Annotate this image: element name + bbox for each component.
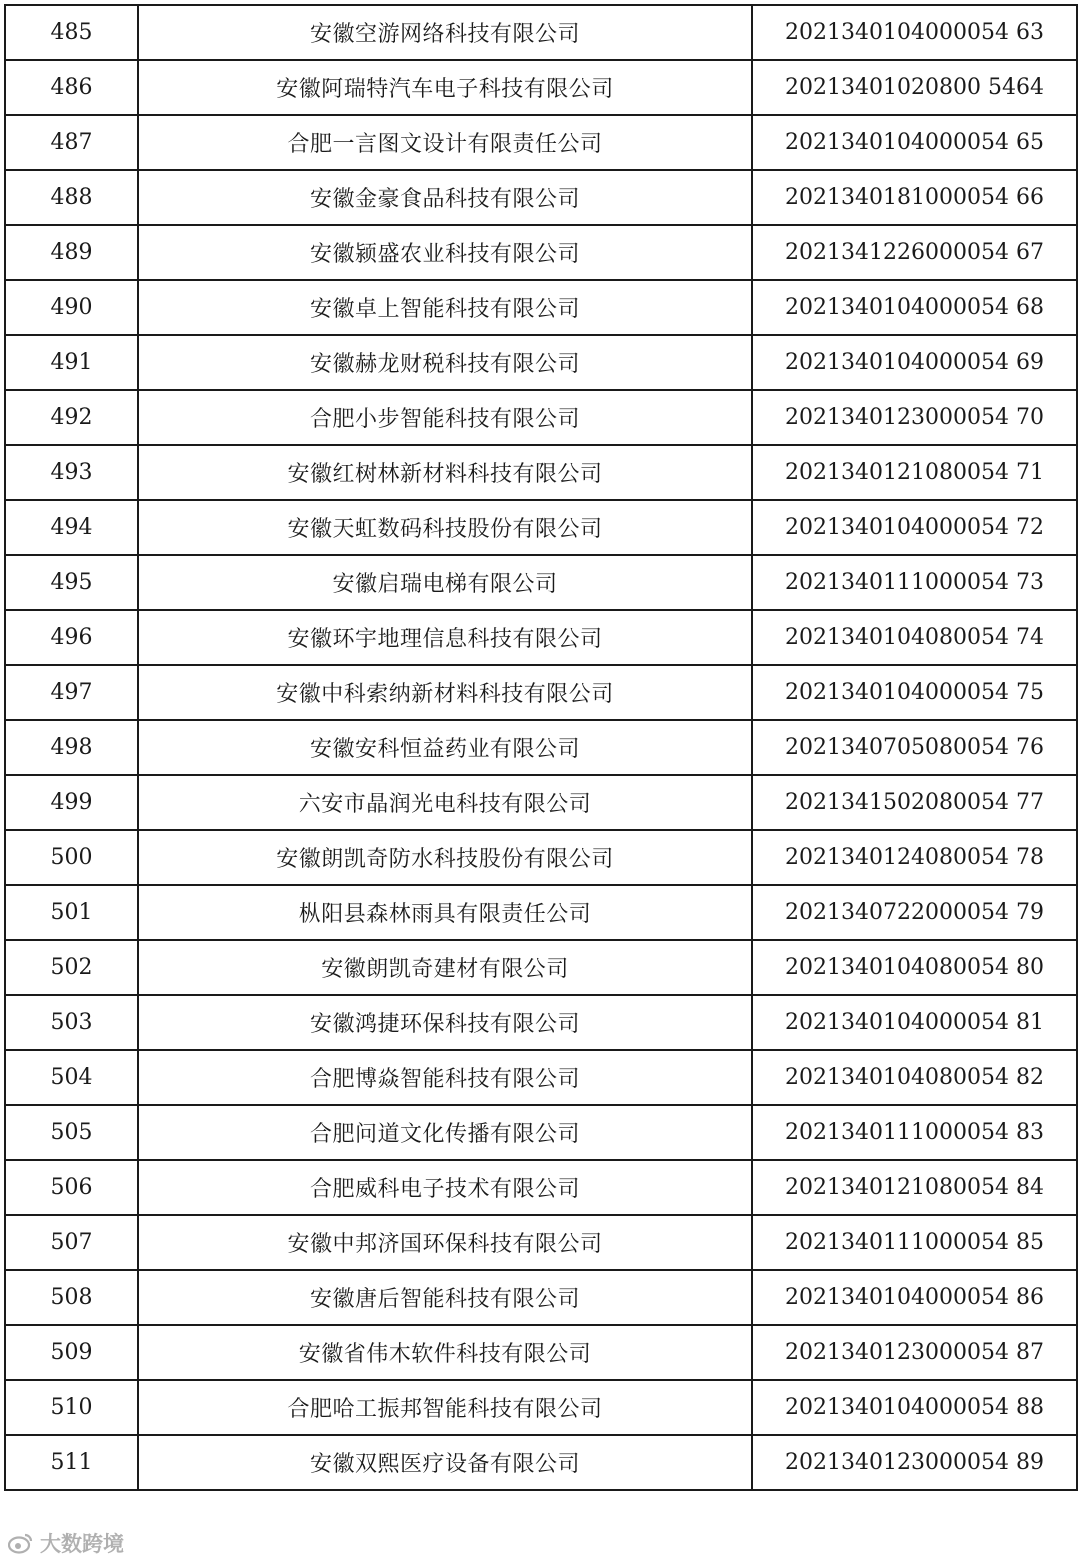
company-name-cell: 安徽红树林新材料科技有限公司 — [138, 445, 752, 500]
company-name-cell: 安徽赫龙财税科技有限公司 — [138, 335, 752, 390]
company-name-cell: 安徽朗凯奇防水科技股份有限公司 — [138, 830, 752, 885]
watermark-text: 大数跨境 — [40, 1532, 124, 1556]
row-index-cell: 505 — [5, 1105, 138, 1160]
registration-code-cell: 2021340181000054 66 — [752, 170, 1077, 225]
company-name-cell: 安徽朗凯奇建材有限公司 — [138, 940, 752, 995]
registration-code-cell: 2021340104000054 88 — [752, 1380, 1077, 1435]
table-row — [5, 885, 1077, 940]
table-row — [5, 775, 1077, 830]
row-index-cell: 494 — [5, 500, 138, 555]
company-name-cell: 安徽卓上智能科技有限公司 — [138, 280, 752, 335]
table-row — [5, 555, 1077, 610]
row-index-cell: 509 — [5, 1325, 138, 1380]
registration-code-cell: 2021340111000054 85 — [752, 1215, 1077, 1270]
registration-code-cell: 2021340121080054 84 — [752, 1160, 1077, 1215]
company-name-cell: 安徽颍盛农业科技有限公司 — [138, 225, 752, 280]
table-row — [5, 1160, 1077, 1215]
company-name-cell: 安徽省伟木软件科技有限公司 — [138, 1325, 752, 1380]
table-row — [5, 830, 1077, 885]
table-row — [5, 5, 1077, 60]
row-index-cell: 511 — [5, 1435, 138, 1490]
company-name-cell: 合肥小步智能科技有限公司 — [138, 390, 752, 445]
registration-code-cell: 2021340123000054 87 — [752, 1325, 1077, 1380]
company-name-cell: 安徽双熙医疗设备有限公司 — [138, 1435, 752, 1490]
registration-code-cell: 2021340123000054 89 — [752, 1435, 1077, 1490]
row-index-cell: 488 — [5, 170, 138, 225]
company-name-cell: 安徽中科索纳新材料科技有限公司 — [138, 665, 752, 720]
row-index-cell: 495 — [5, 555, 138, 610]
company-name-cell: 安徽鸿捷环保科技有限公司 — [138, 995, 752, 1050]
company-name-cell: 安徽天虹数码科技股份有限公司 — [138, 500, 752, 555]
table-row — [5, 665, 1077, 720]
registration-code-cell: 2021340705080054 76 — [752, 720, 1077, 775]
registration-code-cell: 2021340104080054 82 — [752, 1050, 1077, 1105]
company-name-cell: 安徽唐后智能科技有限公司 — [138, 1270, 752, 1325]
registration-code-cell: 2021340104080054 80 — [752, 940, 1077, 995]
watermark — [8, 1528, 124, 1558]
registration-code-cell: 2021340104000054 68 — [752, 280, 1077, 335]
registration-code-cell: 2021340104000054 81 — [752, 995, 1077, 1050]
registration-code-cell: 2021341226000054 67 — [752, 225, 1077, 280]
row-index-cell: 503 — [5, 995, 138, 1050]
row-index-cell: 497 — [5, 665, 138, 720]
registration-code-cell: 2021340104000054 65 — [752, 115, 1077, 170]
row-index-cell: 493 — [5, 445, 138, 500]
company-name-cell: 安徽安科恒益药业有限公司 — [138, 720, 752, 775]
table-row — [5, 500, 1077, 555]
table-row — [5, 995, 1077, 1050]
registration-code-cell: 2021340111000054 83 — [752, 1105, 1077, 1160]
row-index-cell: 506 — [5, 1160, 138, 1215]
table-row — [5, 445, 1077, 500]
row-index-cell: 489 — [5, 225, 138, 280]
row-index-cell: 507 — [5, 1215, 138, 1270]
registration-code-cell: 2021340104000054 63 — [752, 5, 1077, 60]
table-row — [5, 1105, 1077, 1160]
row-index-cell: 496 — [5, 610, 138, 665]
company-name-cell: 合肥一言图文设计有限责任公司 — [138, 115, 752, 170]
company-name-cell: 安徽阿瑞特汽车电子科技有限公司 — [138, 60, 752, 115]
table-row — [5, 335, 1077, 390]
row-index-cell: 500 — [5, 830, 138, 885]
row-index-cell: 508 — [5, 1270, 138, 1325]
table-row — [5, 225, 1077, 280]
company-name-cell: 安徽中邦济国环保科技有限公司 — [138, 1215, 752, 1270]
table-row — [5, 720, 1077, 775]
company-name-cell: 合肥问道文化传播有限公司 — [138, 1105, 752, 1160]
row-index-cell: 490 — [5, 280, 138, 335]
row-index-cell: 491 — [5, 335, 138, 390]
registration-code-cell: 2021340104000054 86 — [752, 1270, 1077, 1325]
row-index-cell: 501 — [5, 885, 138, 940]
registration-code-cell: 2021340104000054 72 — [752, 500, 1077, 555]
row-index-cell: 486 — [5, 60, 138, 115]
row-index-cell: 492 — [5, 390, 138, 445]
row-index-cell: 485 — [5, 5, 138, 60]
row-index-cell: 502 — [5, 940, 138, 995]
table-row — [5, 390, 1077, 445]
registration-code-cell: 2021340104080054 74 — [752, 610, 1077, 665]
table-row — [5, 610, 1077, 665]
row-index-cell: 499 — [5, 775, 138, 830]
table-row — [5, 1215, 1077, 1270]
company-name-cell: 合肥哈工振邦智能科技有限公司 — [138, 1380, 752, 1435]
table-row — [5, 1380, 1077, 1435]
registration-code-cell: 2021340722000054 79 — [752, 885, 1077, 940]
row-index-cell: 498 — [5, 720, 138, 775]
company-name-cell: 枞阳县森林雨具有限责任公司 — [138, 885, 752, 940]
table-row — [5, 60, 1077, 115]
registration-code-cell: 2021340104000054 75 — [752, 665, 1077, 720]
company-name-cell: 安徽金豪食品科技有限公司 — [138, 170, 752, 225]
registration-code-cell: 2021340123000054 70 — [752, 390, 1077, 445]
row-index-cell: 487 — [5, 115, 138, 170]
registration-code-cell: 2021340111000054 73 — [752, 555, 1077, 610]
registration-code-cell: 2021341502080054 77 — [752, 775, 1077, 830]
registration-code-cell: 20213401020800 5464 — [752, 60, 1077, 115]
registration-code-cell: 2021340104000054 69 — [752, 335, 1077, 390]
row-index-cell: 504 — [5, 1050, 138, 1105]
company-name-cell: 安徽环宇地理信息科技有限公司 — [138, 610, 752, 665]
table-row — [5, 115, 1077, 170]
registration-code-cell: 2021340124080054 78 — [752, 830, 1077, 885]
table-row — [5, 1435, 1077, 1490]
table-row — [5, 1050, 1077, 1105]
company-registry-table — [4, 4, 1078, 1491]
company-name-cell: 安徽空游网络科技有限公司 — [138, 5, 752, 60]
table-row — [5, 170, 1077, 225]
row-index-cell: 510 — [5, 1380, 138, 1435]
company-name-cell: 合肥威科电子技术有限公司 — [138, 1160, 752, 1215]
table-row — [5, 1270, 1077, 1325]
table-row — [5, 1325, 1077, 1380]
table-body — [5, 5, 1077, 1490]
table-row — [5, 940, 1077, 995]
weibo-logo-icon — [8, 1532, 34, 1554]
company-name-cell: 合肥博焱智能科技有限公司 — [138, 1050, 752, 1105]
company-name-cell: 安徽启瑞电梯有限公司 — [138, 555, 752, 610]
registration-code-cell: 2021340121080054 71 — [752, 445, 1077, 500]
company-name-cell: 六安市晶润光电科技有限公司 — [138, 775, 752, 830]
table-row — [5, 280, 1077, 335]
